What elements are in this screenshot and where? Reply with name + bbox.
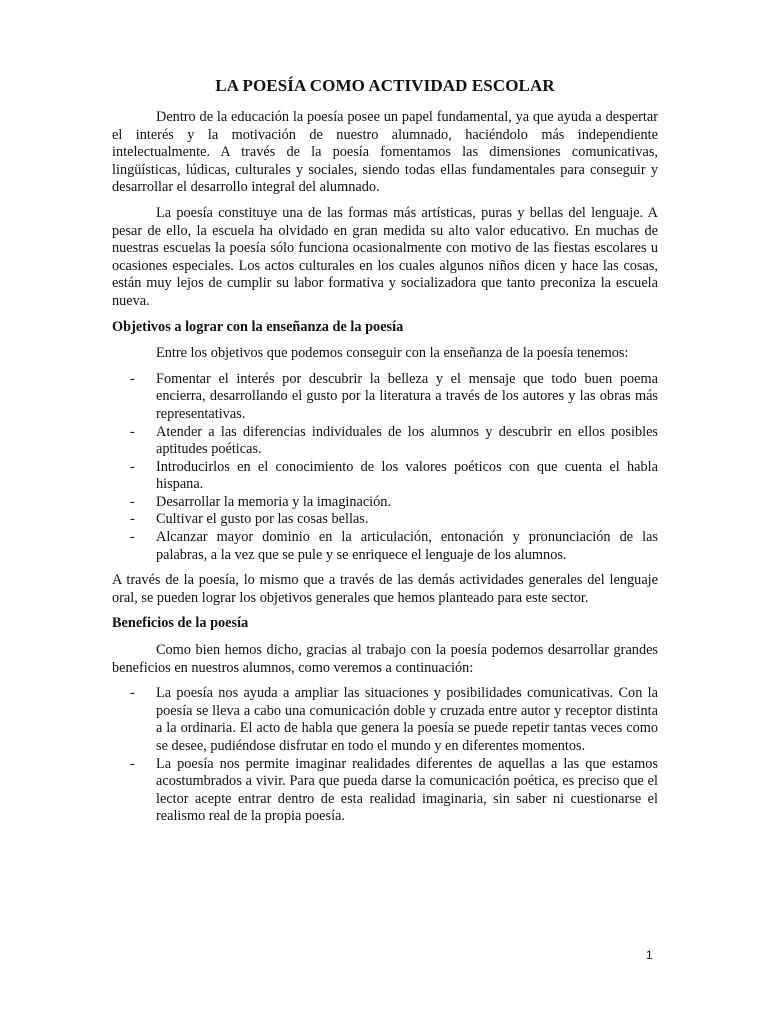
bullet-dash: -: [130, 755, 135, 772]
list-item-text: Alcanzar mayor dominio en la articulación, entonación y pronunciación de las palabras, a la vez que se pule y se enriquece el lenguaje de los alumnos.: [156, 529, 658, 563]
beneficios-intro: Como bien hemos dicho, gracias al trabajo con la poesía podemos desarrollar grandes beneficios en nuestros alumnos, como veremos a continuación:: [112, 642, 658, 676]
bullet-dash: -: [130, 370, 135, 387]
list-item: [112, 529, 658, 564]
list-item-text: La poesía nos permite imaginar realidades diferentes de aquellas a las que estamos acostumbrados a vivir. Para que pueda darse la comunicación poética, es preciso que el lector acepte entrar dentro de esta realidad imaginaria, sin saber ni cuestionarse el realismo real de la propia poesía.: [156, 755, 658, 825]
list-item-text: Fomentar el interés por descubrir la belleza y el mensaje que todo buen poema encierra, desarrollando el gusto por la literatura a través de los autores y las obras más representativas.: [156, 370, 658, 422]
list-item: [112, 494, 658, 512]
list-item: [112, 685, 658, 755]
section-heading-objetivos: Objetivos a lograr con la enseñanza de la poesía: [112, 318, 404, 335]
bullet-dash: -: [130, 458, 135, 475]
objetivos-list: [112, 371, 658, 565]
objetivos-closing-paragraph: A través de la poesía, lo mismo que a través de las demás actividades generales del lenguaje oral, se pueden lograr los objetivos generales que hemos planteado para este sector.: [112, 572, 658, 606]
bullet-dash: -: [130, 493, 135, 510]
bullet-dash: -: [130, 529, 135, 546]
list-item-text: Desarrollar la memoria y la imaginación.: [156, 493, 392, 510]
list-item-text: Atender a las diferencias individuales de los alumnos y descubrir en ellos posibles aptitudes poéticas.: [156, 423, 658, 458]
list-item-text: La poesía nos ayuda a ampliar las situaciones y posibilidades comunicativas. Con la poesía se lleva a cabo una comunicación doble y cruzada entre autor y receptor distinta a la ordinaria. El acto de habla que genera la poesía se puede repetir tantas veces como se desee, pudiéndose disfrutar en todo el mundo y en diferentes momentos.: [156, 685, 658, 754]
list-item: [112, 371, 658, 424]
bullet-dash: -: [130, 685, 135, 702]
beneficios-list: [112, 685, 658, 826]
list-item-text: Introducirlos en el conocimiento de los valores poéticos con que cuenta el habla hispana.: [156, 458, 658, 493]
list-item: [112, 459, 658, 494]
document-body: [112, 76, 658, 834]
list-item: [112, 424, 658, 459]
bullet-dash: -: [130, 423, 135, 440]
list-item-text: Cultivar el gusto por las cosas bellas.: [156, 511, 369, 528]
list-item: [112, 756, 658, 826]
document-title: LA POESÍA COMO ACTIVIDAD ESCOLAR: [215, 76, 555, 95]
list-item: [112, 511, 658, 529]
intro-paragraph-2: La poesía constituye una de las formas más artísticas, puras y bellas del lenguaje. A pesar de ello, la escuela ha olvidado en gran medida su alto valor educativo. En muchas de nuestras escuelas la poesía sólo funciona ocasionalmente con motivo de las fiestas escolares u ocasiones especiales. Los actos culturales en los cuales algunos niños dicen y hace las cosas, están muy lejos de cumplir su labor formativa y socializadora que tanto preconiza la escuela nueva.: [112, 204, 658, 309]
section-heading-beneficios: Beneficios de la poesía: [112, 615, 249, 632]
objetivos-intro: Entre los objetivos que podemos conseguir con la enseñanza de la poesía tenemos:: [156, 345, 629, 362]
bullet-dash: -: [130, 511, 135, 528]
intro-paragraph-1: Dentro de la educación la poesía posee un papel fundamental, ya que ayuda a despertar el interés y la motivación de nuestro alumnado, haciéndolo más independiente intelectualmente. A través de la poesía fomentamos las dimensiones comunicativas, lingüísticas, lúdicas, culturales y sociales, siendo todas ellas fundamentales para conseguir y desarrollar el desarrollo integral del alumnado.: [112, 109, 658, 196]
page-number: 1: [646, 948, 653, 962]
